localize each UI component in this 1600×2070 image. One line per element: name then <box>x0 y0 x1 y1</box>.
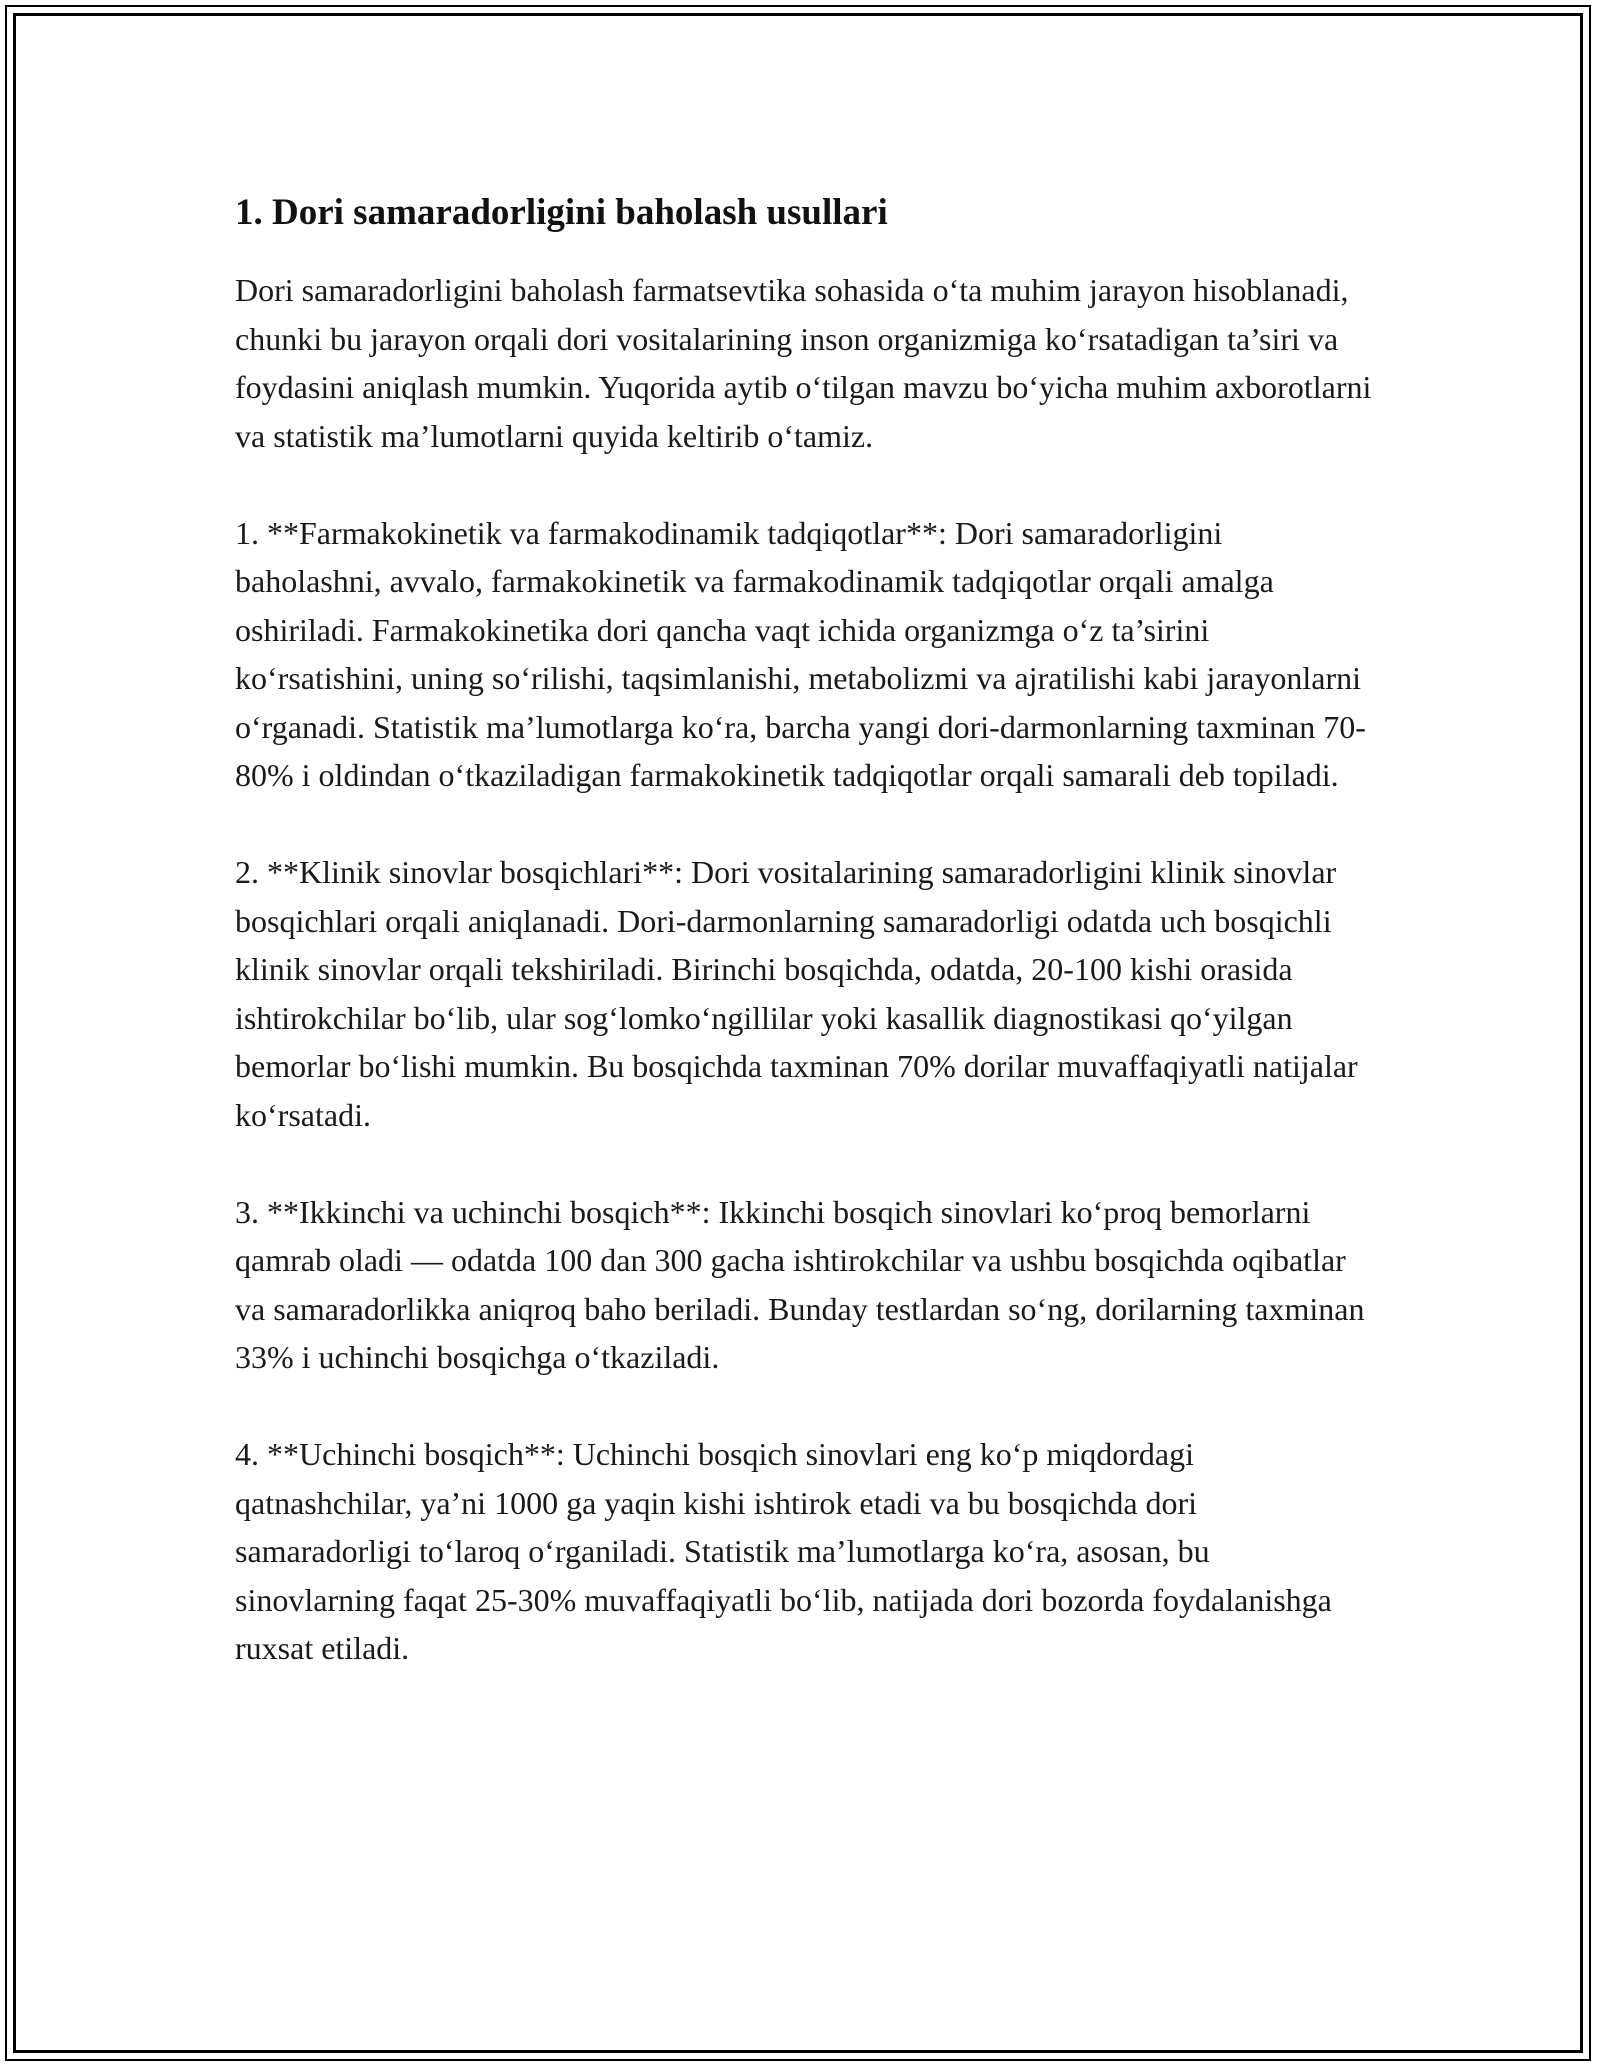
paragraph-pharmacokinetics: 1. **Farmakokinetik va farmakodinamik tadqiqotlar**: Dori samaradorligini baholashni, avvalo, farmakokinetik va farmakodinamik tadqiqotlar orqali amalga oshiriladi. Farmakokinetika dori qancha vaqt ichida organizmga o‘z ta’sirini ko‘rsatishini, uning so‘rilishi, taqsimlanishi, metabolizmi va ajratilishi kabi jarayonlarni o‘rganadi. Statistik ma’lumotlarga ko‘ra, barcha yangi dori-darmonlarning taxminan 70-80% i oldindan o‘tkaziladigan farmakokinetik tadqiqotlar orqali samarali deb topiladi. <box>235 514 1366 793</box>
paragraph-clinical-trials: 2. **Klinik sinovlar bosqichlari**: Dori vositalarining samaradorligini klinik sinovlar bosqichlari orqali aniqlanadi. Dori-darmonlarning samaradorligi odatda uch bosqichli klinik sinovlar orqali tekshiriladi. Birinchi bosqichda, odatda, 20-100 kishi orasida ishtirokchilar bo‘lib, ular sog‘lomko‘ngillilar yoki kasallik diagnostikasi qo‘yilgan bemorlar bo‘lishi mumkin. Bu bosqichda taxminan 70% dorilar muvaffaqiyatli natijalar ko‘rsatadi. <box>235 854 1358 1133</box>
document-body <box>235 188 1375 1721</box>
paragraph-second-third-phase: 3. **Ikkinchi va uchinchi bosqich**: Ikkinchi bosqich sinovlari ko‘proq bemorlarni qamrab oladi — odatda 100 dan 300 gacha ishtirokchilar va ushbu bosqichda oqibatlar va samaradorlikka aniqroq baho beriladi. Bunday testlardan so‘ng, dorilarning taxminan 33% i uchinchi bosqichga o‘tkaziladi. <box>235 1193 1365 1375</box>
paragraph-third-phase: 4. **Uchinchi bosqich**: Uchinchi bosqich sinovlari eng ko‘p miqdordagi qatnashchilar, ya’ni 1000 ga yaqin kishi ishtirok etadi va bu bosqichda dori samaradorligi to‘laroq o‘rganiladi. Statistik ma’lumotlarga ko‘ra, asosan, bu sinovlarning faqat 25-30% muvaffaqiyatli bo‘lib, natijada dori bozorda foydalanishga ruxsat etiladi. <box>235 1436 1332 1666</box>
document-title: 1. Dori samaradorligini baholash usullari <box>235 192 888 233</box>
intro-paragraph: Dori samaradorligini baholash farmatsevtika sohasida o‘ta muhim jarayon hisoblanadi, chunki bu jarayon orqali dori vositalarining inson organizmiga ko‘rsatadigan ta’siri va foydasini aniqlash mumkin. Yuqorida aytib o‘tilgan mavzu bo‘yicha muhim axborotlarni va statistik ma’lumotlarni quyida keltirib o‘tamiz. <box>235 272 1372 454</box>
